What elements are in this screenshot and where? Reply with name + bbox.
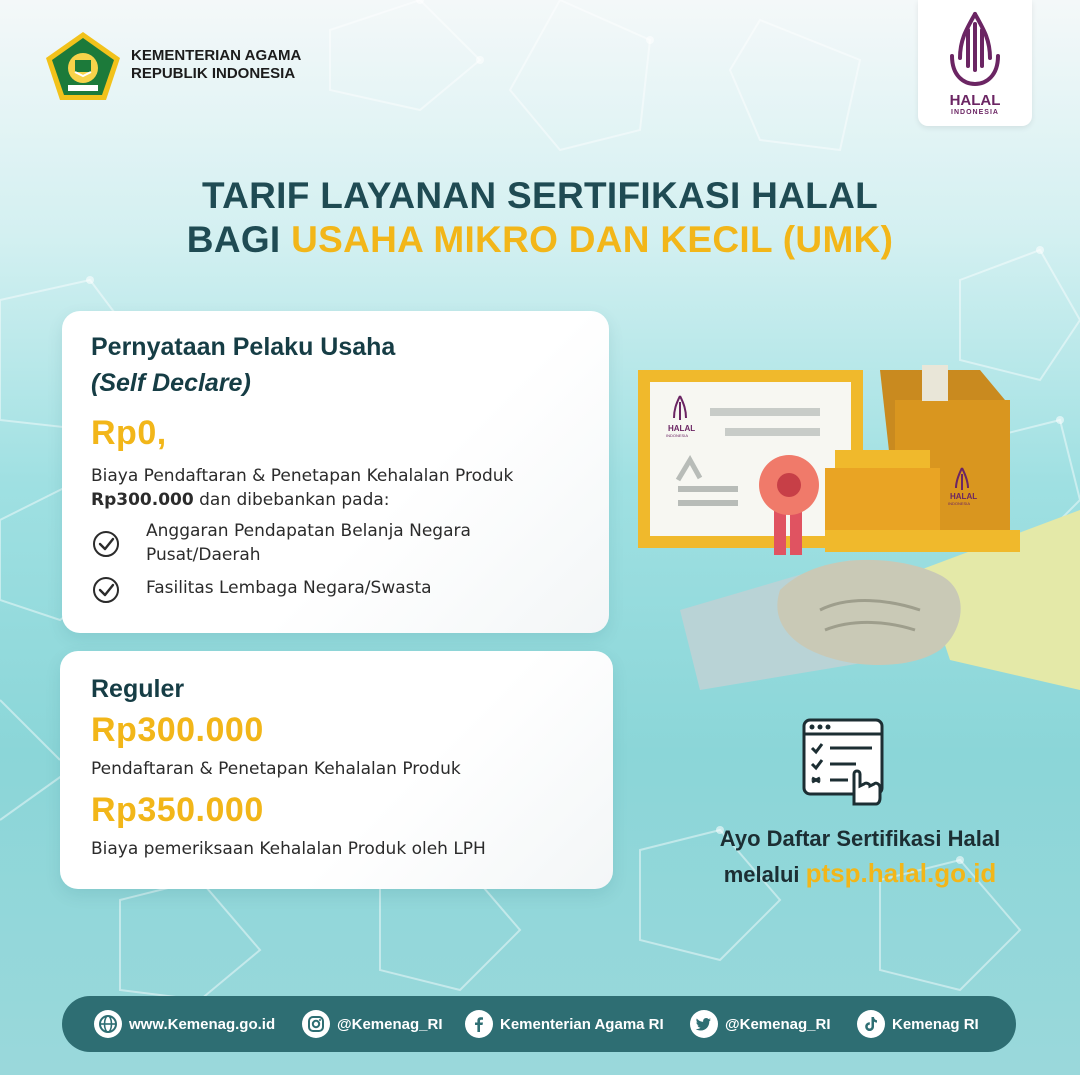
halal-indonesia-badge: [918, 0, 1032, 126]
box-halal-sublabel: INDONESIA: [948, 501, 971, 506]
registration-url-link[interactable]: ptsp.halal.go.id: [805, 858, 997, 888]
cta-line1: Ayo Daftar Sertifikasi Halal: [719, 826, 1001, 851]
footer-twitter[interactable]: [690, 1008, 831, 1040]
self-declare-fee: Rp300.000: [91, 490, 194, 510]
page-title: [0, 174, 1080, 262]
funding-item-1-line2: Pusat/Daerah: [146, 545, 261, 565]
online-form-click-icon: [800, 716, 892, 808]
footer-website[interactable]: [94, 1008, 275, 1040]
check-circle-icon: [91, 529, 121, 559]
reguler-title: Reguler: [91, 675, 185, 703]
reguler-price-inspection: Rp350.000: [91, 791, 264, 829]
footer-tiktok[interactable]: [857, 1008, 979, 1040]
title-line2-highlight: USAHA MIKRO DAN KECIL (UMK): [291, 219, 894, 260]
footer-tiktok-label: Kemenag RI: [892, 1015, 979, 1033]
footer-instagram-label: @Kemenag_RI: [337, 1015, 443, 1033]
social-media-footer: [62, 996, 1016, 1052]
title-line1: TARIF LAYANAN SERTIFIKASI HALAL: [201, 175, 878, 216]
ministry-name: [131, 47, 301, 83]
self-declare-desc-rest: dan dibebankan pada:: [193, 490, 390, 510]
certificate-handshake-illustration: [620, 360, 1080, 705]
ministry-line2: REPUBLIK INDONESIA: [131, 65, 296, 82]
self-declare-price: Rp0,: [91, 414, 167, 452]
certificate-halal-label: HALAL: [668, 424, 696, 433]
title-line2: [0, 218, 1080, 262]
tiktok-icon: [857, 1010, 885, 1038]
ministry-line1: KEMENTERIAN AGAMA: [131, 47, 302, 64]
reguler-card: [60, 651, 613, 889]
halal-badge-sublabel: INDONESIA: [951, 109, 999, 116]
illustration-art: [620, 360, 1080, 705]
footer-instagram[interactable]: [302, 1008, 443, 1040]
self-declare-desc-line1: Biaya Pendaftaran & Penetapan Kehalalan Produk: [91, 466, 514, 486]
funding-item-2: Fasilitas Lembaga Negara/Swasta: [146, 578, 432, 598]
kemenag-emblem-icon: [44, 30, 122, 102]
footer-facebook[interactable]: [465, 1008, 664, 1040]
registration-cta: [680, 822, 1040, 892]
self-declare-desc-line2: [91, 488, 390, 512]
halal-badge-label: HALAL: [949, 92, 1001, 109]
self-declare-card: [62, 311, 609, 633]
facebook-icon: [465, 1010, 493, 1038]
check-circle-icon: [91, 575, 121, 605]
instagram-icon: [302, 1010, 330, 1038]
footer-facebook-label: Kementerian Agama RI: [500, 1015, 664, 1033]
footer-twitter-label: @Kemenag_RI: [725, 1015, 831, 1033]
cta-line2-prefix: melalui: [723, 862, 806, 887]
footer-website-label: www.Kemenag.go.id: [129, 1015, 276, 1033]
box-halal-label: HALAL: [950, 492, 978, 501]
halal-logo-icon: [946, 10, 1004, 88]
twitter-icon: [690, 1010, 718, 1038]
globe-icon: [94, 1010, 122, 1038]
title-line2-prefix: BAGI: [186, 219, 292, 260]
cta-line2: [680, 856, 1040, 892]
certificate-halal-sublabel: INDONESIA: [666, 433, 689, 438]
reguler-desc-inspection: Biaya pemeriksaan Kehalalan Produk oleh LPH: [91, 839, 486, 859]
self-declare-title: Pernyataan Pelaku Usaha: [91, 333, 396, 361]
self-declare-subtitle: (Self Declare): [91, 369, 251, 397]
funding-item-1-line1: Anggaran Pendapatan Belanja Negara: [146, 521, 471, 541]
reguler-desc-registration: Pendaftaran & Penetapan Kehalalan Produk: [91, 759, 461, 779]
reguler-price-registration: Rp300.000: [91, 711, 264, 749]
